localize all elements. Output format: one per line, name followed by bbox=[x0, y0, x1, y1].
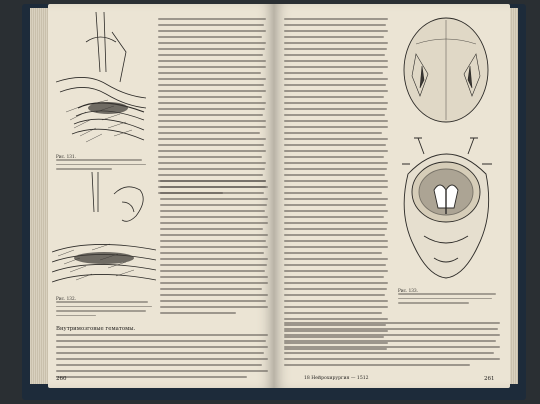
figure-133-illustration bbox=[394, 14, 500, 284]
figure-133-caption-label: Рис. 133. bbox=[398, 288, 418, 293]
figure-132-caption bbox=[56, 296, 156, 319]
figure-131-caption bbox=[56, 154, 150, 173]
figure-132-illustration bbox=[52, 172, 156, 292]
left-page-text-column-middle bbox=[160, 180, 268, 318]
right-page-text-bottom bbox=[284, 322, 500, 370]
right-page bbox=[274, 4, 510, 388]
figure-132-caption-label: Рис. 132. bbox=[56, 296, 76, 301]
page-edges-left bbox=[30, 8, 50, 384]
left-page bbox=[48, 4, 274, 388]
left-page-text-column-top bbox=[158, 18, 266, 198]
left-page-number: 260 bbox=[56, 376, 67, 382]
figure-131-caption-label: Рис. 131. bbox=[56, 154, 76, 159]
figure-131-illustration bbox=[56, 12, 146, 152]
right-page-text-column bbox=[284, 18, 388, 354]
intracerebral-hematoma-heading: Внутримозговые гематомы. bbox=[56, 326, 136, 332]
right-page-number: 261 bbox=[484, 376, 495, 382]
right-page-running-head: 18 Нейрохирургия — 1512 bbox=[304, 376, 369, 381]
figure-133-caption bbox=[398, 288, 500, 307]
left-page-text-bottom bbox=[56, 334, 268, 382]
